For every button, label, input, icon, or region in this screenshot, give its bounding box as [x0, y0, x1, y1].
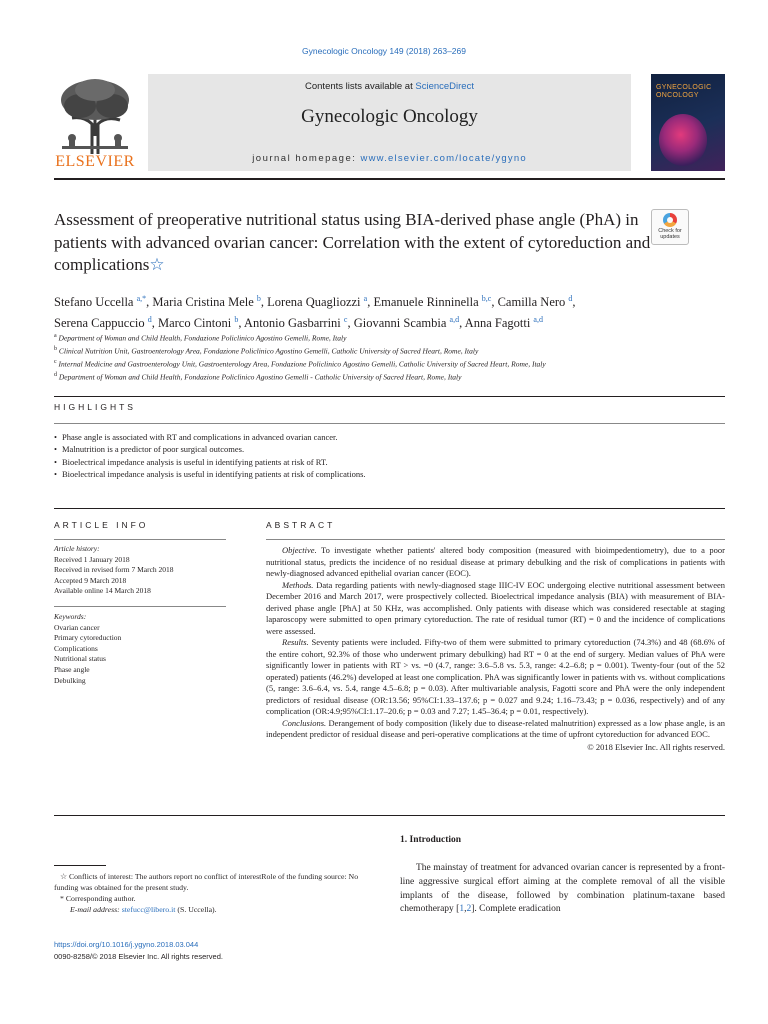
contents-availability: [148, 81, 631, 92]
keywords-label: Keywords:: [54, 612, 87, 621]
badge-label: Check for updates: [658, 228, 682, 240]
footnote-rule: [54, 865, 106, 866]
author[interactable]: Giovanni Scambia: [353, 316, 447, 331]
article-history: [54, 544, 234, 597]
abstract-copyright: © 2018 Elsevier Inc. All rights reserved.: [587, 741, 725, 752]
author[interactable]: Serena Cappuccio: [54, 316, 145, 331]
author-affiliation-mark[interactable]: a,d: [533, 315, 543, 325]
affiliation: $^c$ Internal Medicine and Gastroenterology Unit, Gastroenterology Area, Fondazione Policlinico Agostino Gemelli, Catholic University of Sacred Heart, Rome, Italy: [54, 359, 546, 369]
author[interactable]: Marco Cintoni: [157, 316, 232, 331]
highlight-item: • Bioelectrical impedance analysis is useful in identifying patients at risk of complications.: [54, 468, 734, 480]
homepage-prefix: journal homepage:: [252, 153, 361, 164]
citation-link[interactable]: 2: [466, 904, 472, 915]
doi-block: [54, 939, 384, 962]
author-affiliation-mark[interactable]: d: [568, 294, 573, 303]
sciencedirect-link[interactable]: ScienceDirect: [415, 81, 474, 92]
keyword: Nutritional status: [54, 654, 106, 664]
history-entry: Available online 14 March 2018: [54, 586, 151, 596]
article-info-divider: [54, 539, 226, 540]
introduction-heading: 1. Introduction: [400, 835, 462, 845]
publisher-logo-text: ELSEVIER: [55, 153, 135, 170]
history-entry: Received 1 January 2018: [54, 554, 130, 564]
author[interactable]: Camilla Nero: [497, 295, 566, 310]
keyword: Phase angle: [54, 664, 90, 674]
article-info-top-rule: [54, 508, 725, 509]
author-list: Stefano Uccella $^{a,*}$, Maria Cristina Mele $^b$, Lorena Quagliozzi $^a$, Emanuele Rinninella $^{b,c}$, Camilla Nero $^d$, Serena Cappuccio $^d$, Marco Cintoni $^b$, Antonio Gasbarrini $^c$, Giovanni Scambia $^{a,d}$, Anna Fagotti $^{a,d}$: [54, 294, 576, 331]
article-title: [54, 209, 654, 277]
journal-reference[interactable]: Gynecologic Oncology 149 (2018) 263–269: [302, 46, 466, 56]
keywords-divider: [54, 606, 226, 607]
affiliation-list: [54, 331, 734, 383]
author-affiliation-mark[interactable]: b: [256, 294, 261, 303]
author-affiliation-mark[interactable]: a,*: [136, 294, 147, 303]
check-updates-icon: [663, 213, 677, 227]
highlights-list: [54, 431, 734, 481]
author[interactable]: Emanuele Rinninella: [373, 295, 479, 310]
history-entry: Received in revised form 7 March 2018: [54, 565, 174, 575]
abstract-conclusions: Conclusions. Derangement of body composition (likely due to disease-related malnutrition) expressed as a low phase angle, is an independent predictor of residual disease and peri-operative complications at the time of upfront cytoreduction for advanced EOC.: [266, 717, 725, 739]
cover-illustration: [659, 114, 707, 166]
footnotes: [54, 871, 384, 915]
highlights-top-rule: [54, 396, 725, 397]
highlight-item: • Phase angle is associated with RT and complications in advanced ovarian cancer.: [54, 431, 734, 443]
article-history-label: Article history:: [54, 544, 100, 553]
contents-prefix: Contents lists available at: [305, 81, 416, 92]
author-affiliation-mark[interactable]: d: [147, 315, 152, 325]
author-affiliation-mark[interactable]: c: [343, 315, 348, 325]
author[interactable]: Anna Fagotti: [464, 316, 531, 331]
abstract-divider: [266, 539, 725, 540]
email-link[interactable]: stefucc@libero.it: [121, 905, 176, 914]
author-affiliation-mark[interactable]: b,c: [481, 294, 492, 303]
affiliation: $^b$ Clinical Nutrition Unit, Gastroenterology Area, Fondazione Policlinico Agostino Gemelli, Catholic University of Sacred Heart, Rome, Italy: [54, 346, 479, 356]
title-footnote-mark[interactable]: ☆: [149, 255, 165, 274]
highlights-divider: [54, 423, 725, 424]
journal-homepage: [148, 153, 631, 164]
abstract-body: [266, 545, 725, 753]
abstract-methods: Methods. Data regarding patients with newly-diagnosed stage IIIC-IV EOC undergoing elective nutritional assessment between December 2016 and March 2017, were prospectively collected. Bioelectrical impedance analysis (BIA) with measurement of BIA-derived phase angle [PhA] at 50 KHz, was accomplished. Only patients with disease which was considered resectable at staging laparoscopy were submitted to open primary cytoreduction. The rate of residual tumor (RT) = 0 and the incidence of complications were assessed.: [266, 579, 725, 636]
abstract-bottom-rule: [54, 815, 725, 816]
author[interactable]: Stefano Uccella: [54, 295, 134, 310]
abstract-results: Results. Seventy patients were included. Fifty-two of them were submitted to primary cytoreduction (74.3%) and 48 (68.6% of the entire cohort, 92.3% of those who underwent primary debulking) had RT = 0 at the end of surgery. Median values of PhA were significantly lower in patients with RT > vs. =0 (4.7, range: 3.6–5.8 vs. 5.3, range: 4.2–6.8; p = 0.001). Twenty-four (out of the 52 operated) patients (46.2%) developed at least one complication. PhA was significantly lower in patients with vs. without complications (5, range: 3.6–6.4, vs. 5.4, range 4.5–6.8; p = 0.03). After multivariable analysis, Fagotti score and PhA were the only independent predictors of residual disease (OR:13.56; 95%CI:1.33–137.6; p = 0.027 and 9.24; 1.16–73.43; p = 0.036, respectively) and of any complication (OR:4.9;95%CI:1.17–20.6; p = 0.03 and 7.27; 1.45–36.4; p = 0.01, respectively).: [266, 637, 725, 716]
funding-footnote: ☆ Conflicts of interest: The authors report no conflict of interestRole of the funding source: No funding was obtained for the present study.: [54, 872, 359, 892]
introduction-paragraph: The mainstay of treatment for advanced ovarian cancer is represented by a front-line aggressive surgical effort aiming at the complete removal of all the visible implants of the disease, followed by combination platinum-taxane based chemotherapy [1,2]. Complete eradication: [400, 863, 725, 915]
highlights-heading: HIGHLIGHTS: [54, 402, 136, 412]
check-for-updates-badge[interactable]: [651, 209, 689, 245]
article-info-heading: ARTICLE INFO: [54, 520, 149, 530]
elsevier-tree-icon: [54, 76, 136, 156]
corresponding-footnote: * Corresponding author.: [60, 894, 136, 903]
author-affiliation-mark[interactable]: b: [234, 315, 239, 325]
cover-title: GYNECOLOGIC ONCOLOGY: [656, 84, 712, 99]
email-footnote: E-mail address: stefucc@libero.it (S. Uccella).: [70, 905, 217, 914]
abstract-heading: ABSTRACT: [266, 520, 336, 530]
doi-link[interactable]: https://doi.org/10.1016/j.ygyno.2018.03.044: [54, 940, 199, 949]
highlight-item: • Bioelectrical impedance analysis is useful in identifying patients at risk of RT.: [54, 456, 734, 468]
abstract-objective: Objective. To investigate whether patients' altered body composition (measured with bioimpedentiometry), due to a poor nutritional status, predicts the incidence of no residual disease at primary debulking and the risk of complications in patients with newly-diagnosed advanced epithelial ovarian cancer (EOC).: [266, 545, 725, 578]
author[interactable]: Lorena Quagliozzi: [267, 295, 361, 310]
keyword: Primary cytoreduction: [54, 633, 122, 643]
article-title-text: Assessment of preoperative nutritional status using BIA-derived phase angle (PhA) in patients with advanced ovarian cancer: Correlation with the extent of cytoreduction and complications: [54, 210, 651, 274]
affiliation: $^d$ Department of Woman and Child Health, Fondazione Policlinico Agostino Gemelli - Catholic University of Sacred Heart, Rome, Italy: [54, 372, 462, 382]
header-divider: [54, 178, 725, 180]
homepage-link[interactable]: www.elsevier.com/locate/ygyno: [360, 153, 527, 164]
issn-copyright: 0090-8258/© 2018 Elsevier Inc. All rights reserved.: [54, 951, 223, 961]
author[interactable]: Maria Cristina Mele: [152, 295, 254, 310]
keyword: Complications: [54, 643, 98, 653]
affiliation: $^a$ Department of Woman and Child Health, Fondazione Policlinico Agostino Gemelli, Rome, Italy: [54, 333, 347, 343]
author[interactable]: Antonio Gasbarrini: [243, 316, 341, 331]
keyword: Debulking: [54, 675, 86, 685]
keyword: Ovarian cancer: [54, 622, 100, 632]
highlight-item: • Malnutrition is a predictor of poor surgical outcomes.: [54, 443, 734, 455]
elsevier-logo: [54, 76, 136, 168]
citation-link[interactable]: 1: [459, 904, 465, 915]
author-affiliation-mark[interactable]: a,d: [449, 315, 460, 325]
journal-cover-image[interactable]: [651, 74, 725, 171]
journal-name: Gynecologic Oncology: [301, 106, 478, 127]
author-affiliation-mark[interactable]: a: [363, 294, 368, 303]
keywords: [54, 612, 234, 686]
history-entry: Accepted 9 March 2018: [54, 575, 127, 585]
